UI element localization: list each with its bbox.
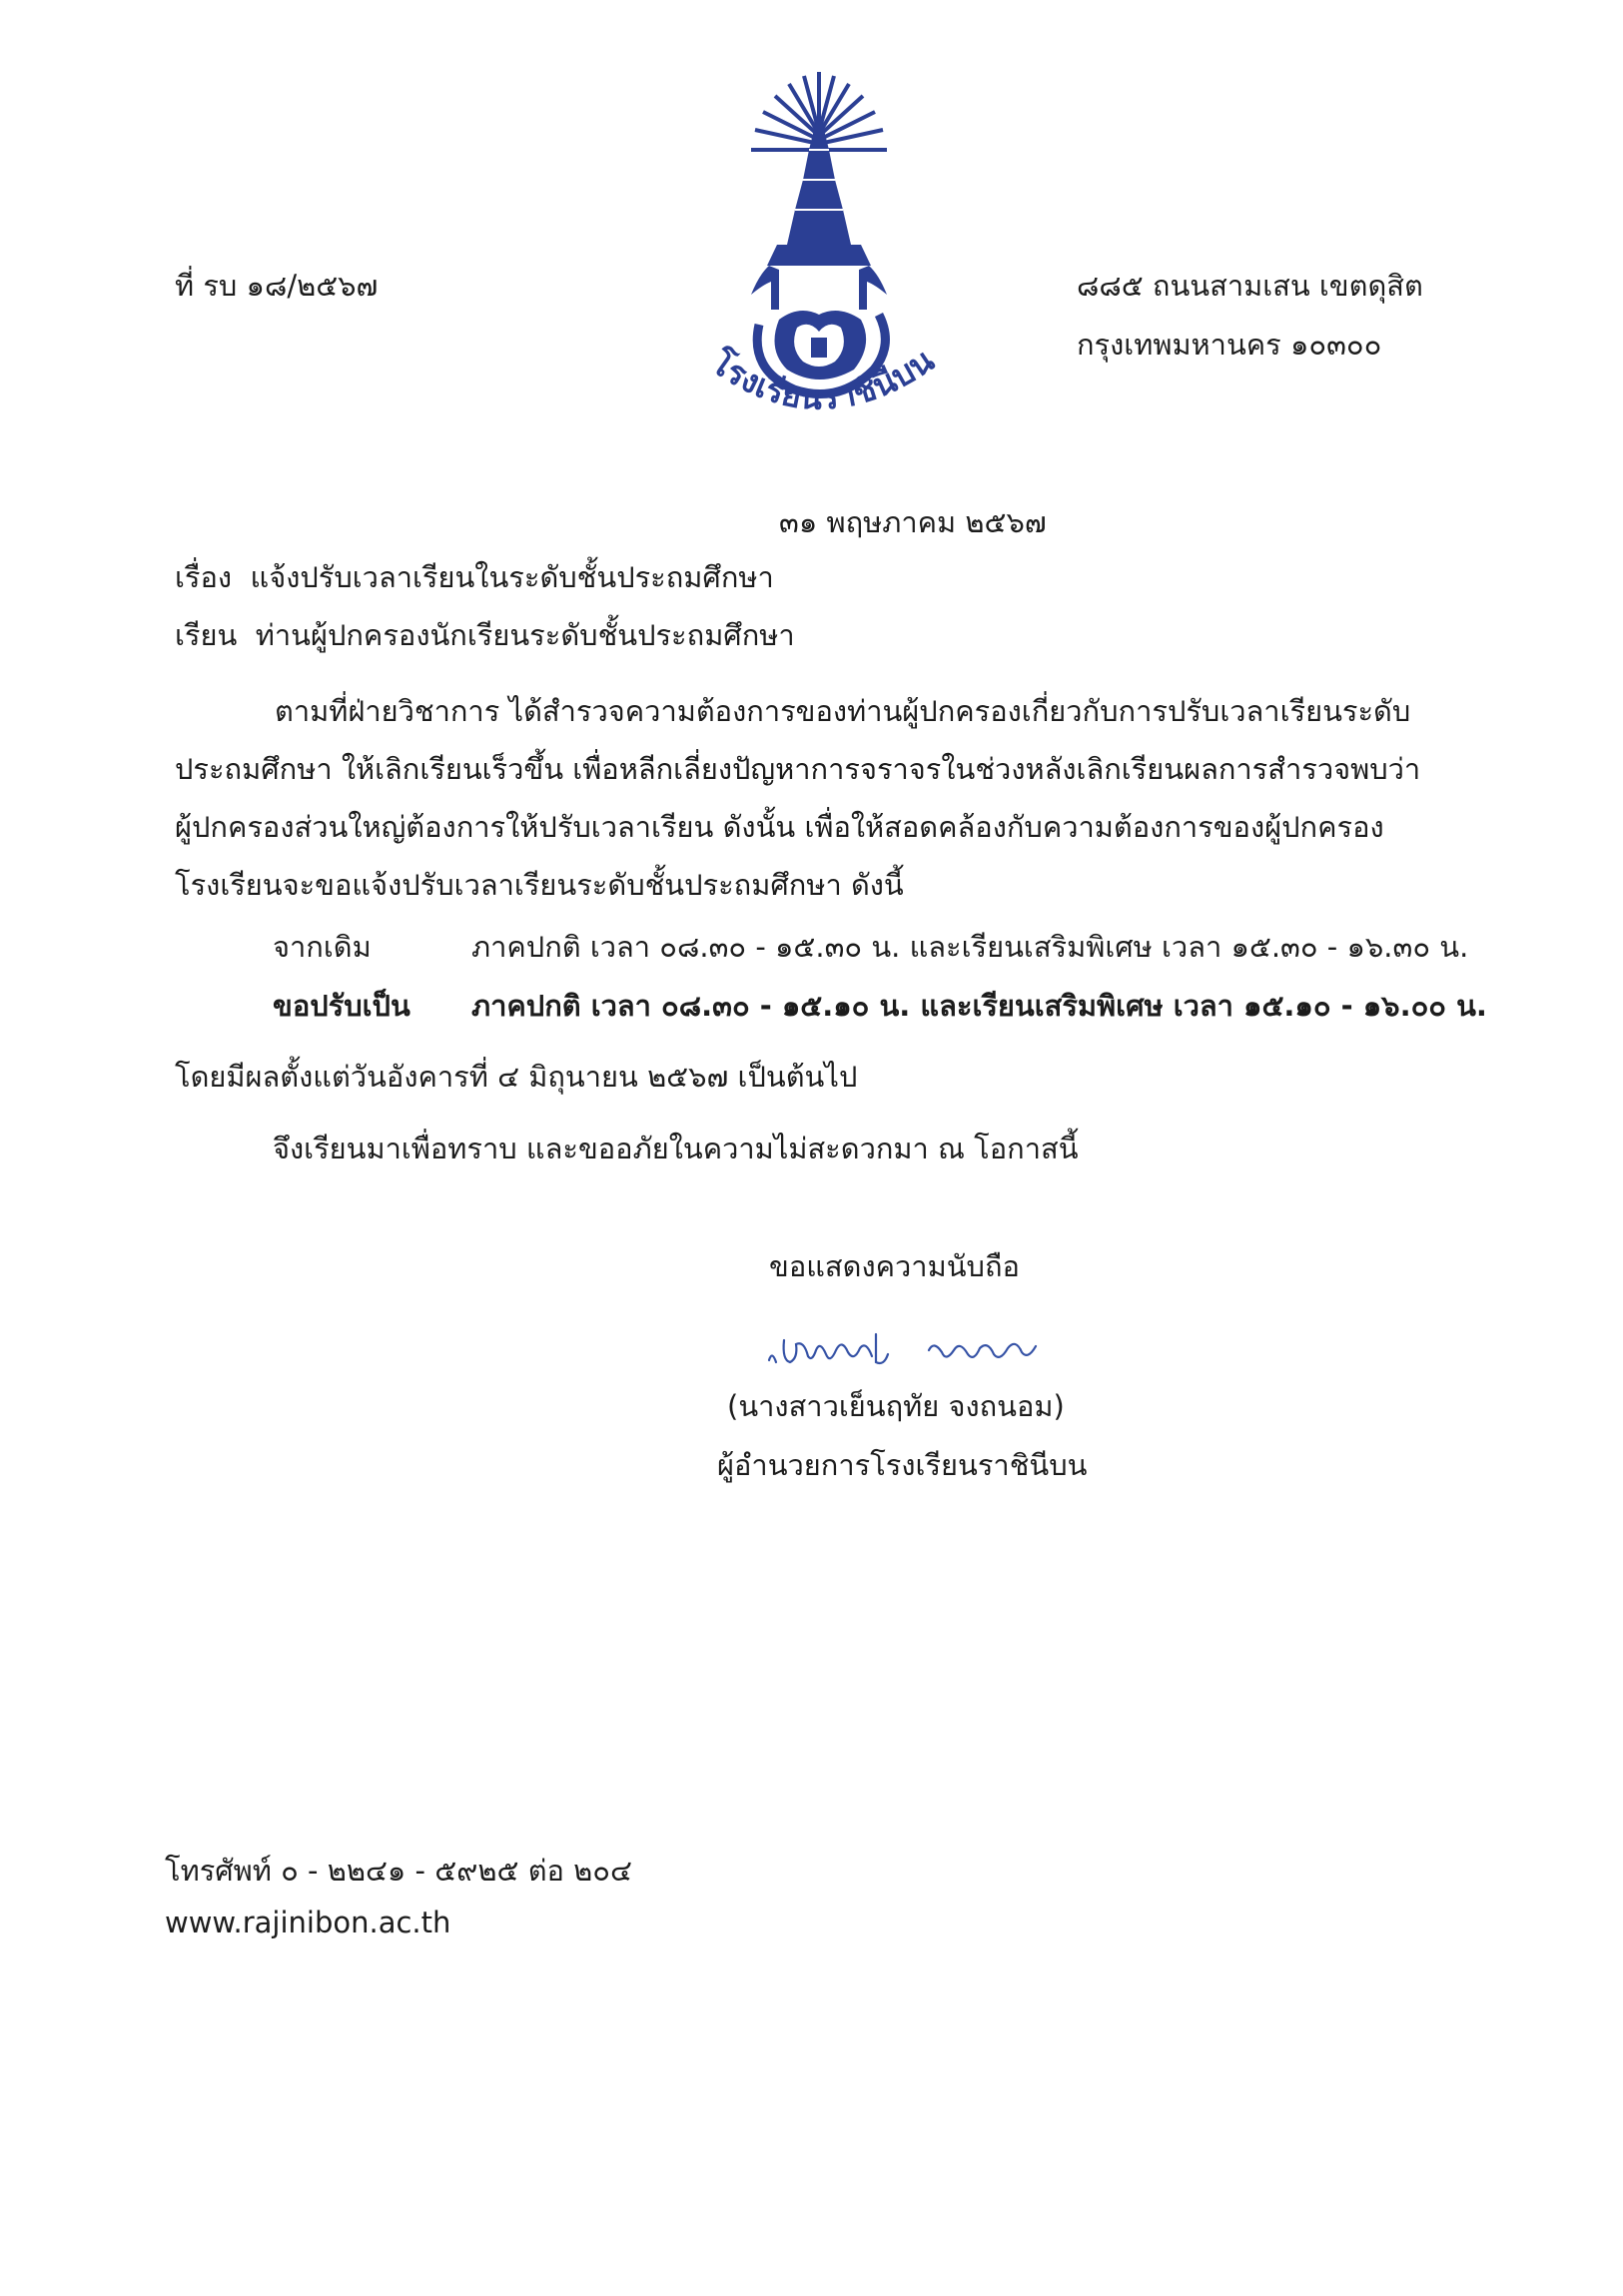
subject-label: เรื่อง: [175, 560, 233, 594]
recipient-line: [175, 612, 795, 658]
phone-number: โทรศัพท์ ๐ - ๒๒๔๑ - ๕๙๒๕ ต่อ ๒๐๔: [165, 1854, 632, 1888]
reference-number: ที่ รบ ๑๘/๒๕๖๗: [175, 269, 379, 303]
closing-line: จึงเรียนมาเพื่อทราบ และขออภัยในความไม่สะดวกมา ณ โอกาสนี้: [273, 1132, 1079, 1165]
address-line-2: กรุงเทพมหานคร ๑๐๓๐๐: [1077, 328, 1382, 362]
old-schedule: ภาคปกติ เวลา ๐๘.๓๐ - ๑๕.๓๐ น. และเรียนเสริมพิเศษ เวลา ๑๕.๓๐ - ๑๖.๓๐ น.: [471, 930, 1469, 964]
letter-date: ๓๑ พฤษภาคม ๒๕๖๗: [779, 505, 1047, 539]
new-schedule-label: ขอปรับเป็น: [273, 989, 410, 1023]
website-link[interactable]: www.rajinibon.ac.th: [165, 1906, 451, 1939]
emblem-text: โรงเรียนราชินีบน: [703, 340, 941, 417]
subject-text: แจ้งปรับเวลาเรียนในระดับชั้นประถมศึกษา: [250, 560, 774, 594]
signer-title: ผู้อำนวยการโรงเรียนราชินีบน: [717, 1448, 1088, 1482]
closing-regards: ขอแสดงความนับถือ: [769, 1249, 1020, 1283]
recipient-text: ท่านผู้ปกครองนักเรียนระดับชั้นประถมศึกษา: [255, 618, 795, 652]
signer-name: (นางสาวเย็นฤทัย จงถนอม): [727, 1389, 1065, 1423]
new-schedule: ภาคปกติ เวลา ๐๘.๓๐ - ๑๕.๑๐ น. และเรียนเสริมพิเศษ เวลา ๑๕.๑๐ - ๑๖.๐๐ น.: [471, 989, 1487, 1023]
recipient-label: เรียน: [175, 618, 238, 652]
effective-date: โดยมีผลตั้งแต่วันอังคารที่ ๔ มิถุนายน ๒๕๖๗ เป็นต้นไป: [175, 1060, 858, 1094]
old-schedule-label: จากเดิม: [273, 930, 372, 964]
address-line-1: ๘๘๕ ถนนสามเสน เขตดุสิต: [1077, 269, 1423, 303]
handwritten-signature: [764, 1320, 1064, 1380]
subject-line: [175, 554, 774, 600]
school-emblem-icon: [689, 70, 949, 424]
body-paragraph: ตามที่ฝ่ายวิชาการ ได้สำรวจความต้องการของท่านผู้ปกครองเกี่ยวกับการปรับเวลาเรียนระดับประถมศึกษา ให้เลิกเรียนเร็วขึ้น เพื่อหลีกเลี่ยงปัญหาการจราจรในช่วงหลังเลิกเรียนผลการสำรวจพบว่า ผู้ปกครองส่วนใหญ่ต้องการให้ปรับเวลาเรียน ดังนั้น เพื่อให้สอดคล้องกับความต้องการของผู้ปกครอง โรงเรียนจะขอแจ้งปรับเวลาเรียนระดับชั้นประถมศึกษา ดังนี้: [175, 694, 1421, 902]
